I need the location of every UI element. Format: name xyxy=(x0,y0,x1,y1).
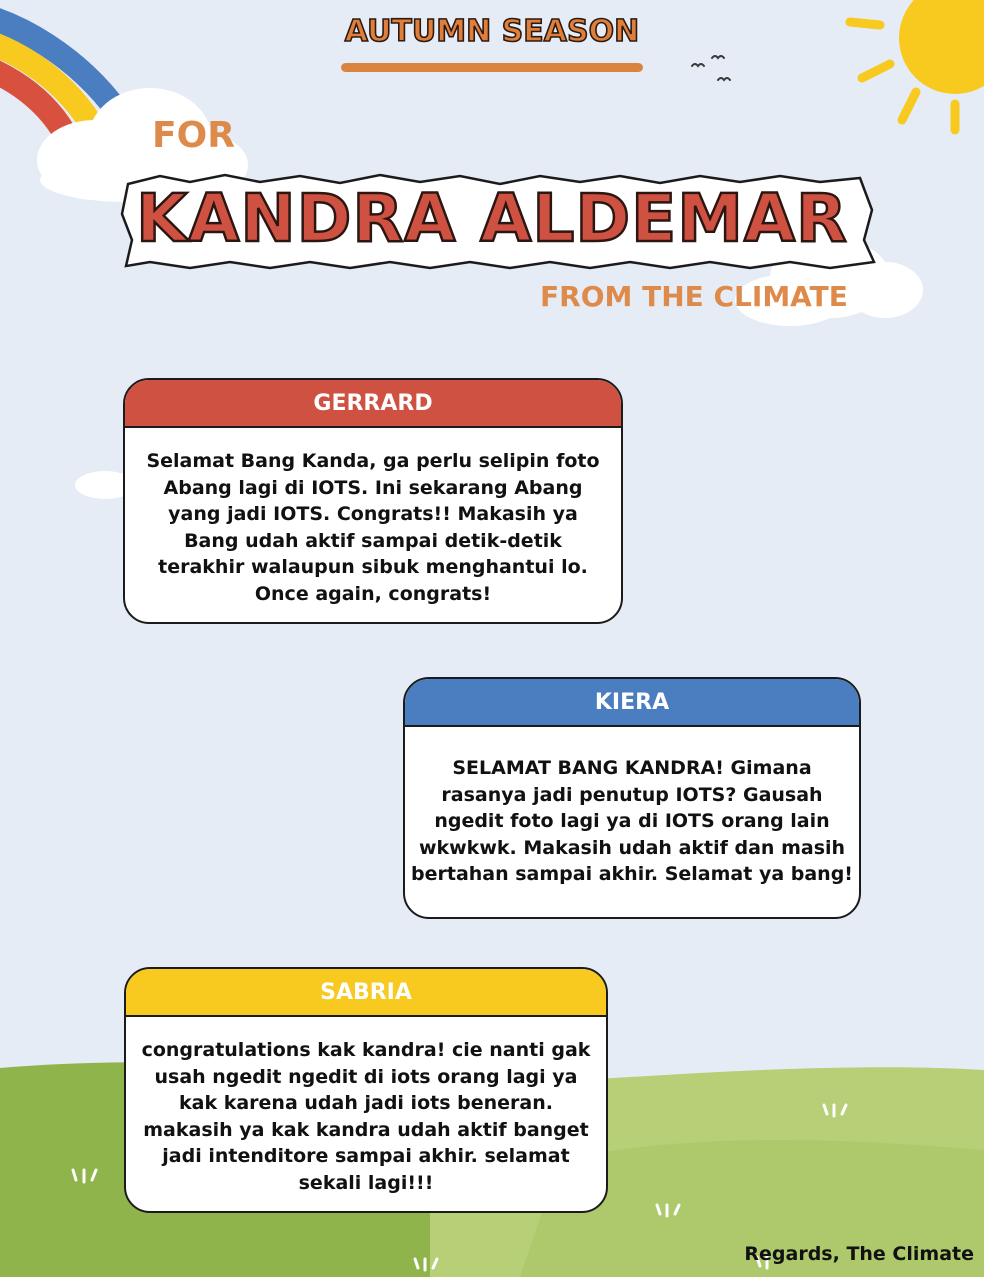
message-card-kiera xyxy=(403,677,861,919)
from-label: FROM THE CLIMATE xyxy=(540,280,848,313)
season-title: AUTUMN SEASON xyxy=(344,14,640,49)
card-message: congratulations kak kandra! cie nanti gak usah ngedit ngedit di iots orang lagi ya kak karena udah jadi iots beneran. makasih ya kak kandra udah aktif banget jadi intenditore sampai akhir. selamat sekali lagi!!! xyxy=(141,1039,591,1194)
card-header: KIERA xyxy=(405,679,859,727)
recipient-name: KANDRA ALDEMAR xyxy=(136,180,848,257)
birds-icon xyxy=(692,56,730,80)
card-message: SELAMAT BANG KANDRA! Gimana rasanya jadi penutup IOTS? Gausah ngedit foto lagi ya di IOTS orang lain wkwkwk. Makasih udah aktif dan masih bertahan sampai akhir. Selamat ya bang! xyxy=(411,757,853,885)
season-underline xyxy=(341,63,643,72)
card-header: GERRARD xyxy=(125,380,621,428)
message-card-gerrard xyxy=(123,378,623,624)
card-message: Selamat Bang Kanda, ga perlu selipin foto Abang lagi di IOTS. Ini sekarang Abang yang jadi IOTS. Congrats!! Makasih ya Bang udah aktif sampai detik-detik terakhir walaupun sibuk menghantui lo. Once again, congrats! xyxy=(146,450,600,605)
for-label: FOR xyxy=(152,115,235,156)
card-header: SABRIA xyxy=(126,969,606,1017)
regards-signature: Regards, The Climate xyxy=(744,1243,974,1265)
message-card-sabria xyxy=(124,967,608,1213)
